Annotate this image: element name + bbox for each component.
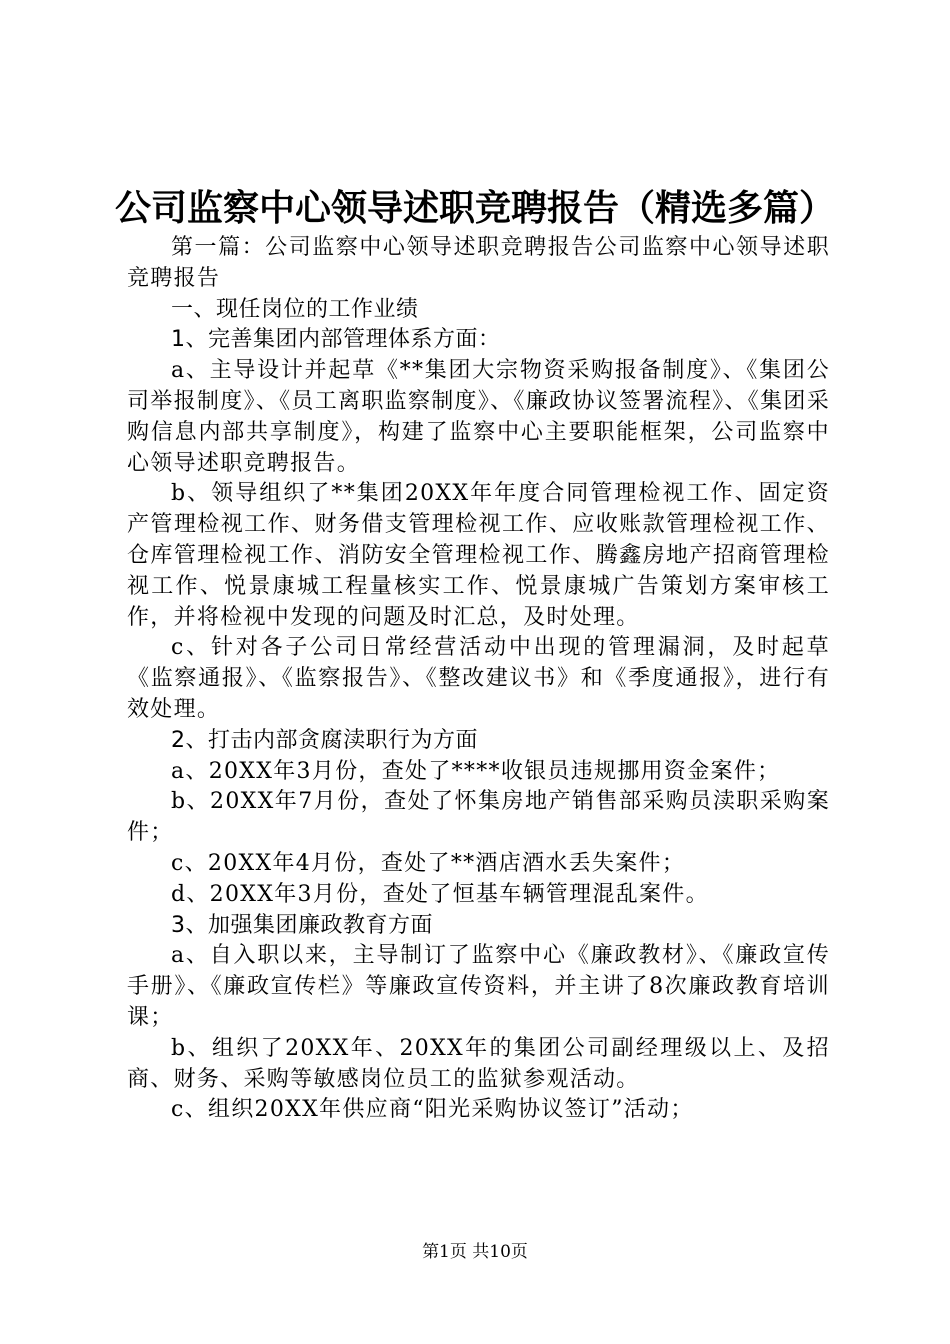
paragraph-2a: a、20XX年3月份，查处了****收银员违规挪用资金案件； — [171, 758, 781, 784]
paragraph-1b: b、领导组织了**集团20XX年年度合同管理检视工作、固定资产管理检视工作、财务借支管理检视工作、应收账款管理检视工作、仓库管理检视工作、消防安全管理检视工作、腾鑫房地产招商管理检视工作、悦景康城工程量核实工作、悦景康城广告策划方案审核工作，并将检视中发现的问题及时汇总，及时处理。 — [127, 481, 830, 630]
document-title: 公司监察中心领导述职竞聘报告（精选多篇） — [114, 188, 835, 229]
page-footer: 第1页 共10页 — [422, 1242, 528, 1262]
subsection-heading-2: 2、打击内部贪腐渎职行为方面 — [171, 727, 478, 753]
paragraph-3b: b、组织了20XX年、20XX年的集团公司副经理级以上、及招商、财务、采购等敏感岗位员工的监狱参观活动。 — [127, 1035, 830, 1092]
paragraph-3a: a、自入职以来，主导制订了监察中心《廉政教材》、《廉政宣传手册》、《廉政宣传栏》等廉政宣传资料，并主讲了8次廉政教育培训课； — [127, 943, 830, 1030]
subsection-heading-3: 3、加强集团廉政教育方面 — [171, 912, 433, 938]
subsection-heading-1: 1、完善集团内部管理体系方面： — [171, 327, 501, 353]
paragraph-1c: c、针对各子公司日常经营活动中出现的管理漏洞，及时起草《监察通报》、《监察报告》、《整改建议书》和《季度通报》，进行有效处理。 — [127, 635, 830, 722]
paragraph-3c: c、组织20XX年供应商“阳光采购协议签订”活动； — [171, 1097, 694, 1123]
paragraph-intro: 第一篇：公司监察中心领导述职竞聘报告公司监察中心领导述职竞聘报告 — [127, 235, 830, 291]
section-heading-1: 一、现任岗位的工作业绩 — [171, 296, 419, 322]
document-body — [127, 233, 830, 1126]
paragraph-2d: d、20XX年3月份，查处了恒基车辆管理混乱案件。 — [171, 881, 709, 907]
paragraph-1a: a、主导设计并起草《**集团大宗物资采购报备制度》、《集团公司举报制度》、《员工离职监察制度》、《廉政协议签署流程》、《集团采购信息内部共享制度》，构建了监察中心主要职能框架，公司监察中心领导述职竞聘报告。 — [127, 358, 830, 476]
paragraph-2b: b、20XX年7月份，查处了怀集房地产销售部采购员渎职采购案件； — [127, 789, 830, 846]
paragraph-2c: c、20XX年4月份，查处了**酒店酒水丢失案件； — [171, 850, 686, 876]
